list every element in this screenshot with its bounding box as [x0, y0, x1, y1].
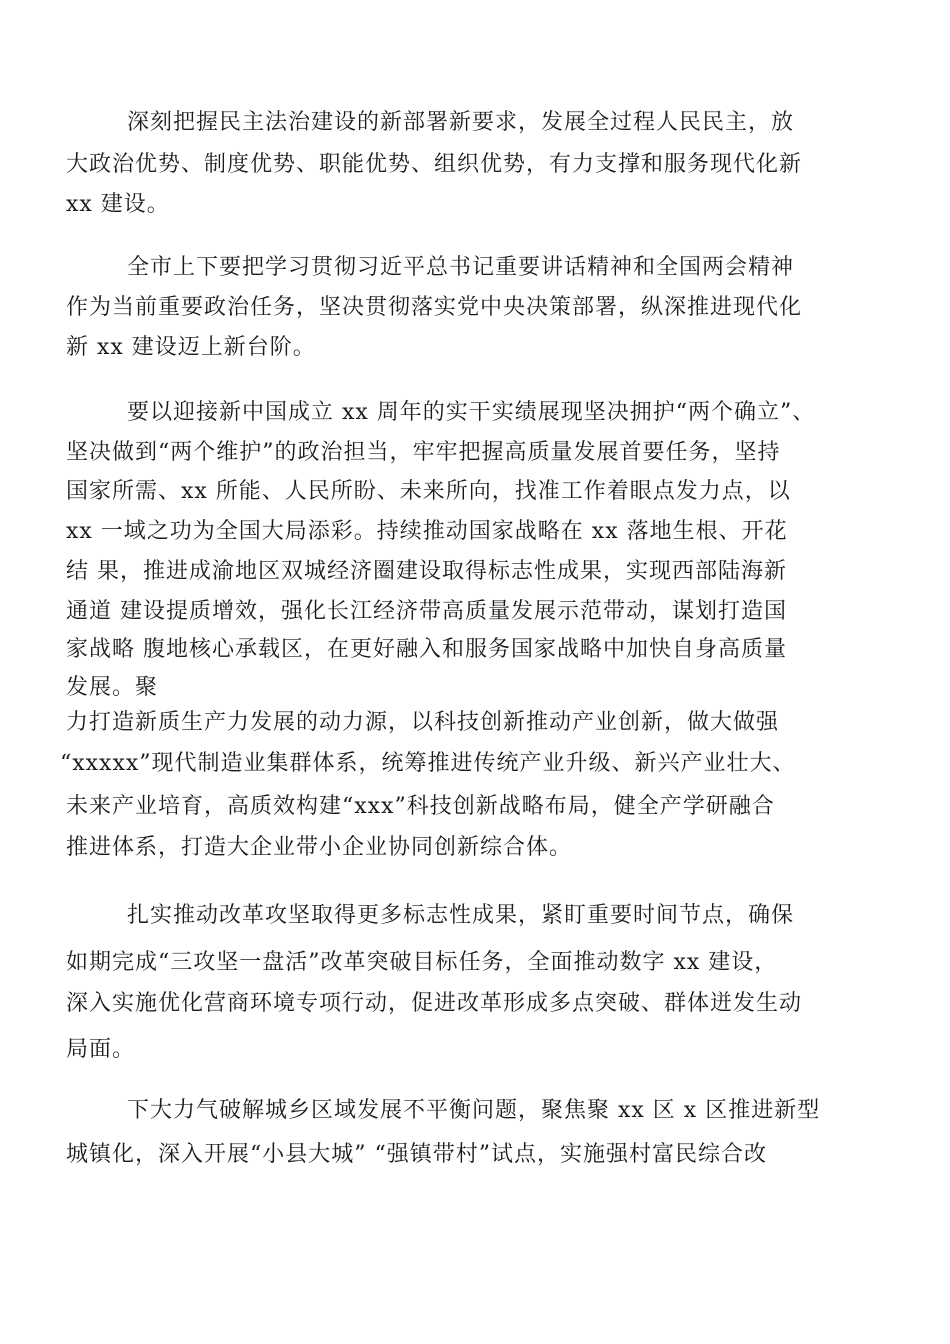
- paragraph-4-line-1: 扎实推动改革攻坚取得更多标志性成果，紧盯重要时间节点，确保: [127, 903, 795, 928]
- paragraph-3-line-9: 力打造新质生产力发展的动力源，以科技创新推动产业创新，做大做强: [66, 710, 780, 735]
- paragraph-4-line-2: 如期完成“三攻坚一盘活”改革突破目标任务，全面推动数字 xx 建设，: [66, 950, 778, 975]
- paragraph-4-line-3: 深入实施优化营商环境专项行动，促进改革形成多点突破、群体迸发生动: [66, 991, 803, 1016]
- paragraph-1-line-3: xx 建设。: [66, 192, 170, 217]
- paragraph-2-line-3: 新 xx 建设迈上新台阶。: [66, 335, 316, 360]
- paragraph-2-line-1: 全市上下要把学习贯彻习近平总书记重要讲话精神和全国两会精神: [127, 255, 795, 280]
- paragraph-2-line-2: 作为当前重要政治任务，坚决贯彻落实党中央决策部署，纵深推进现代化: [66, 295, 803, 320]
- paragraph-1-line-2: 大政治优势、制度优势、职能优势、组织优势，有力支撑和服务现代化新: [66, 152, 803, 177]
- paragraph-3-line-7: 家战略 腹地核心承载区，在更好融入和服务国家战略中加快自身高质量: [66, 637, 787, 662]
- paragraph-3-line-1: 要以迎接新中国成立 xx 周年的实干实绩展现坚决拥护“两个确立”、: [127, 400, 816, 425]
- paragraph-3-line-6: 通道 建设提质增效，强化长江经济带高质量发展示范带动，谋划打造国: [66, 599, 787, 624]
- paragraph-3-line-3: 国家所需、xx 所能、人民所盼、未来所向，找准工作着眼点发力点，以: [66, 479, 791, 504]
- paragraph-3-line-8: 发展。聚: [66, 675, 159, 700]
- paragraph-3-line-5: 结 果，推进成渝地区双城经济圈建设取得标志性成果，实现西部陆海新: [66, 559, 787, 584]
- paragraph-3-line-11: 未来产业培育，高质效构建“xxx”科技创新战略布局，健全产学研融合: [66, 794, 775, 819]
- paragraph-4-line-4: 局面。: [66, 1037, 136, 1062]
- paragraph-1-line-1: 深刻把握民主法治建设的新部署新要求，发展全过程人民民主，放: [127, 110, 795, 135]
- paragraph-3-line-2: 坚决做到“两个维护”的政治担当，牢牢把握高质量发展首要任务，坚持: [66, 440, 781, 465]
- paragraph-5-line-2: 城镇化，深入开展“小县大城” “强镇带村”试点，实施强村富民综合改: [66, 1142, 767, 1167]
- paragraph-5-line-1: 下大力气破解城乡区域发展不平衡问题，聚焦聚 xx 区 x 区推进新型: [127, 1098, 821, 1123]
- paragraph-3-line-12: 推进体系，打造大企业带小企业协同创新综合体。: [66, 835, 573, 860]
- paragraph-3-line-10: “xxxxx”现代制造业集群体系，统筹推进传统产业升级、新兴产业壮大、: [60, 751, 796, 776]
- paragraph-3-line-4: xx 一域之功为全国大局添彩。持续推动国家战略在 xx 落地生根、开花: [66, 519, 788, 544]
